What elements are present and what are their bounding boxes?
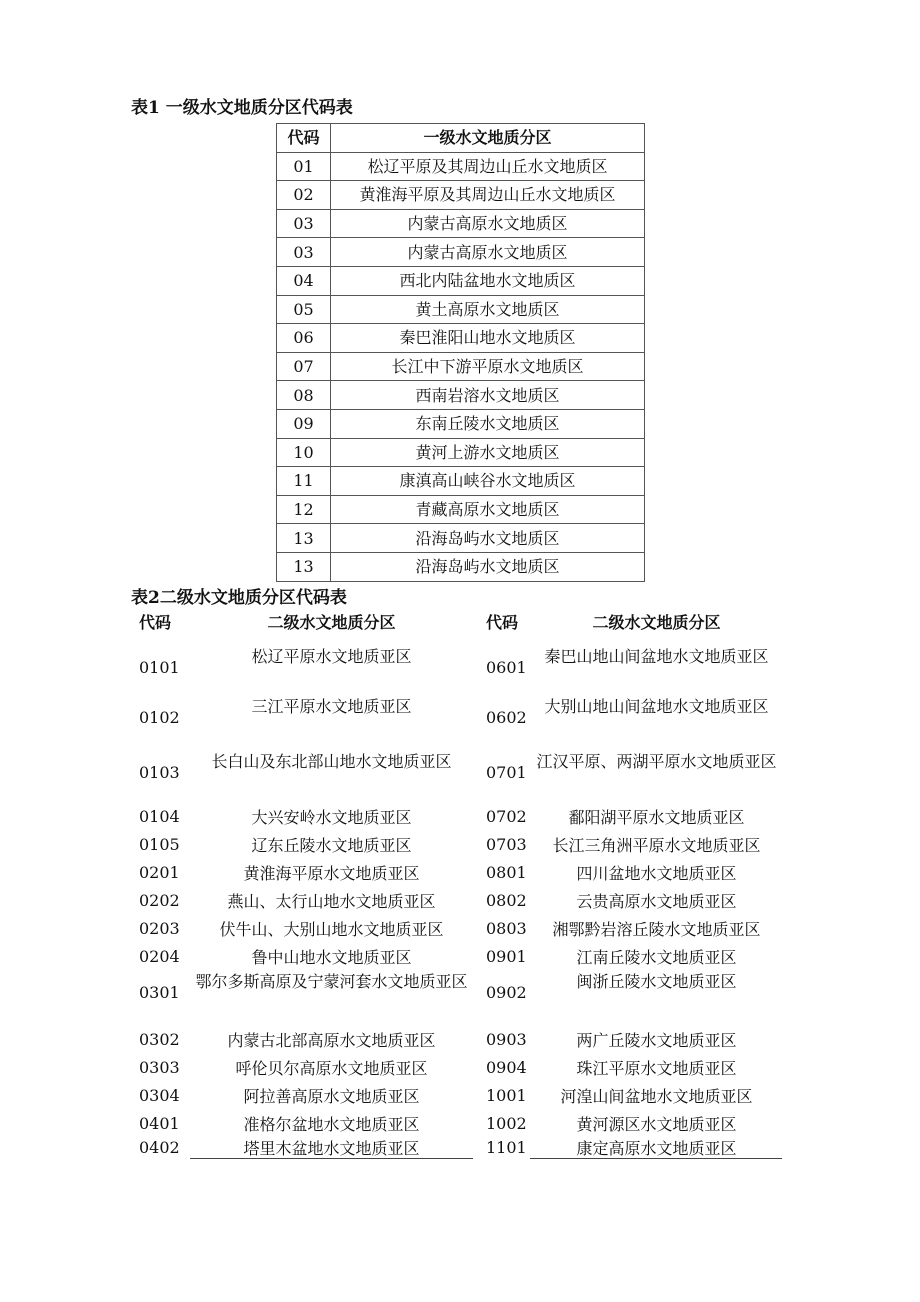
- table1-row: [277, 209, 645, 238]
- table1-row-code: 06: [277, 324, 331, 353]
- table2-left-bottom-rule: [190, 1158, 473, 1159]
- table2-right-row-name: 鄱阳湖平原水文地质亚区: [568, 807, 745, 827]
- table2-left-row-name: 三江平原水文地质亚区: [251, 697, 412, 716]
- table1-title: 表1 一级水文地质分区代码表: [131, 98, 353, 118]
- table2-right-header-name: 二级水文地质分区: [592, 613, 721, 632]
- table2-left-row-name: 鄂尔多斯高原及宁蒙河套水文地质亚区: [195, 972, 468, 991]
- table1-row-name: 黄土高原水文地质区: [331, 295, 645, 324]
- table1-row: [277, 495, 645, 524]
- table2-left-row-name: 辽东丘陵水文地质亚区: [251, 835, 412, 855]
- table1-row: [277, 352, 645, 381]
- table1-row-code: 08: [277, 381, 331, 410]
- table1-row: [277, 181, 645, 210]
- table1-row-code: 02: [277, 181, 331, 210]
- table1-row-name: 黄淮海平原及其周边山丘水文地质区: [331, 181, 645, 210]
- table2-left-row-name: 松辽平原水文地质亚区: [251, 647, 412, 666]
- table2-right-row-code: 0702: [486, 807, 527, 826]
- table2-right-row-name: 两广丘陵水文地质亚区: [576, 1030, 737, 1050]
- table2-right-row-code: 0803: [486, 919, 527, 938]
- table2-right-header-code: 代码: [486, 613, 519, 632]
- table2-left-row-name: 大兴安岭水文地质亚区: [251, 807, 412, 827]
- table2-left-header-code: 代码: [139, 613, 172, 632]
- table2-right-row-code: 0703: [486, 835, 527, 854]
- table2-left-row-code: 0302: [139, 1030, 180, 1049]
- table2-right-row-name: 江汉平原、两湖平原水文地质亚区: [536, 752, 777, 771]
- table1-row-code: 01: [277, 152, 331, 181]
- table1-row-name: 黄河上游水文地质区: [331, 438, 645, 467]
- table2-left-row-code: 0105: [139, 835, 180, 854]
- table2-left-row-name: 呼伦贝尔高原水文地质亚区: [235, 1058, 428, 1078]
- table1-row: [277, 295, 645, 324]
- table1-row: [277, 238, 645, 267]
- table1-header-code: 代码: [277, 124, 331, 153]
- table2-right-row-code: 1001: [486, 1086, 527, 1105]
- table2-right-row-code: 1002: [486, 1114, 527, 1133]
- table1-row-name: 青藏高原水文地质区: [331, 495, 645, 524]
- table2-title: 表2二级水文地质分区代码表: [131, 588, 347, 608]
- table2-left-row-code: 0402: [139, 1138, 180, 1157]
- table2-right-row-name: 秦巴山地山间盆地水文地质亚区: [544, 647, 769, 666]
- table2-right-row-name: 江南丘陵水文地质亚区: [576, 947, 737, 967]
- table2-right-row-name: 黄河源区水文地质亚区: [576, 1114, 737, 1134]
- table2-left-row-name: 鲁中山地水文地质亚区: [251, 947, 412, 967]
- table1-row-code: 13: [277, 552, 331, 581]
- table2-left-row-name: 黄淮海平原水文地质亚区: [243, 863, 420, 883]
- table2-right-row-code: 0801: [486, 863, 527, 882]
- table2-left-row-name: 燕山、太行山地水文地质亚区: [227, 891, 436, 911]
- table1-row: [277, 467, 645, 496]
- table2-left-row-code: 0102: [139, 708, 180, 727]
- table2-right-bottom-rule: [530, 1158, 782, 1159]
- table2-left-row-name: 准格尔盆地水文地质亚区: [243, 1114, 420, 1134]
- table2-left-row-code: 0202: [139, 891, 180, 910]
- table2-right-row-name: 长江三角洲平原水文地质亚区: [552, 835, 761, 855]
- table1-row-code: 03: [277, 238, 331, 267]
- table1-row-code: 05: [277, 295, 331, 324]
- table2-left-row-code: 0101: [139, 658, 180, 677]
- table2-left-row-code: 0401: [139, 1114, 180, 1133]
- table1-row-name: 西北内陆盆地水文地质区: [331, 266, 645, 295]
- table1-row-code: 12: [277, 495, 331, 524]
- table2-right-row-name: 闽浙丘陵水文地质亚区: [576, 972, 737, 991]
- table1-row-name: 沿海岛屿水文地质区: [331, 552, 645, 581]
- table2-right-row-name: 珠江平原水文地质亚区: [576, 1058, 737, 1078]
- table1-row-name: 内蒙古高原水文地质区: [331, 209, 645, 238]
- table1-row-name: 秦巴淮阳山地水文地质区: [331, 324, 645, 353]
- table2-left-row-code: 0301: [139, 983, 180, 1002]
- table2-left-row-name: 伏牛山、大别山地水文地质亚区: [219, 919, 444, 939]
- table1-row-code: 10: [277, 438, 331, 467]
- table2-right-row-code: 0904: [486, 1058, 527, 1077]
- table1-row-code: 03: [277, 209, 331, 238]
- table2-left-row-code: 0201: [139, 863, 180, 882]
- table2-left-row-code: 0203: [139, 919, 180, 938]
- table2-right-row-name: 康定高原水文地质亚区: [576, 1138, 737, 1158]
- table1-header-name: 一级水文地质分区: [331, 124, 645, 153]
- table1-row: [277, 381, 645, 410]
- table1-row-name: 沿海岛屿水文地质区: [331, 524, 645, 553]
- table2-right-row-code: 0901: [486, 947, 527, 966]
- table2-left-header-name: 二级水文地质分区: [267, 613, 396, 632]
- table2-right-row-name: 云贵高原水文地质亚区: [576, 891, 737, 911]
- table1-primary-zones: [276, 123, 645, 582]
- table2-left-row-code: 0304: [139, 1086, 180, 1105]
- table1-header-row: [277, 124, 645, 153]
- table2-right-row-name: 四川盆地水文地质亚区: [576, 863, 737, 883]
- table2-right-row-code: 0601: [486, 658, 527, 677]
- table2-right-row-code: 0802: [486, 891, 527, 910]
- table1-row-code: 04: [277, 266, 331, 295]
- table1-row: [277, 438, 645, 467]
- table2-left-row-name: 阿拉善高原水文地质亚区: [243, 1086, 420, 1106]
- table1-row: [277, 324, 645, 353]
- table1-row-name: 内蒙古高原水文地质区: [331, 238, 645, 267]
- table1-row: [277, 524, 645, 553]
- table2-left-row-code: 0303: [139, 1058, 180, 1077]
- table1-row-code: 09: [277, 409, 331, 438]
- table1-row-name: 长江中下游平原水文地质区: [331, 352, 645, 381]
- table1-row-code: 13: [277, 524, 331, 553]
- table2-right-row-code: 0701: [486, 763, 527, 782]
- table2-left-row-code: 0103: [139, 763, 180, 782]
- table2-right-row-code: 0602: [486, 708, 527, 727]
- table2-right-row-code: 1101: [486, 1138, 527, 1157]
- table2-right-row-code: 0902: [486, 983, 527, 1002]
- table1-row: [277, 152, 645, 181]
- table2-right-row-name: 河湟山间盆地水文地质亚区: [560, 1086, 753, 1106]
- table1-row-name: 康滇高山峡谷水文地质区: [331, 467, 645, 496]
- table1-row: [277, 552, 645, 581]
- table1-row-name: 松辽平原及其周边山丘水文地质区: [331, 152, 645, 181]
- table1-row-code: 11: [277, 467, 331, 496]
- table2-left-row-code: 0204: [139, 947, 180, 966]
- table2-right-row-name: 湘鄂黔岩溶丘陵水文地质亚区: [552, 919, 761, 939]
- table1-row-name: 东南丘陵水文地质区: [331, 409, 645, 438]
- table2-right-row-name: 大别山地山间盆地水文地质亚区: [544, 697, 769, 716]
- table1-row-name: 西南岩溶水文地质区: [331, 381, 645, 410]
- table1-row-code: 07: [277, 352, 331, 381]
- table2-left-row-name: 内蒙古北部高原水文地质亚区: [227, 1030, 436, 1050]
- table2-left-row-code: 0104: [139, 807, 180, 826]
- table2-left-row-name: 长白山及东北部山地水文地质亚区: [211, 752, 452, 771]
- table1-row: [277, 266, 645, 295]
- table2-left-row-name: 塔里木盆地水文地质亚区: [243, 1138, 420, 1158]
- table1-row: [277, 409, 645, 438]
- table2-right-row-code: 0903: [486, 1030, 527, 1049]
